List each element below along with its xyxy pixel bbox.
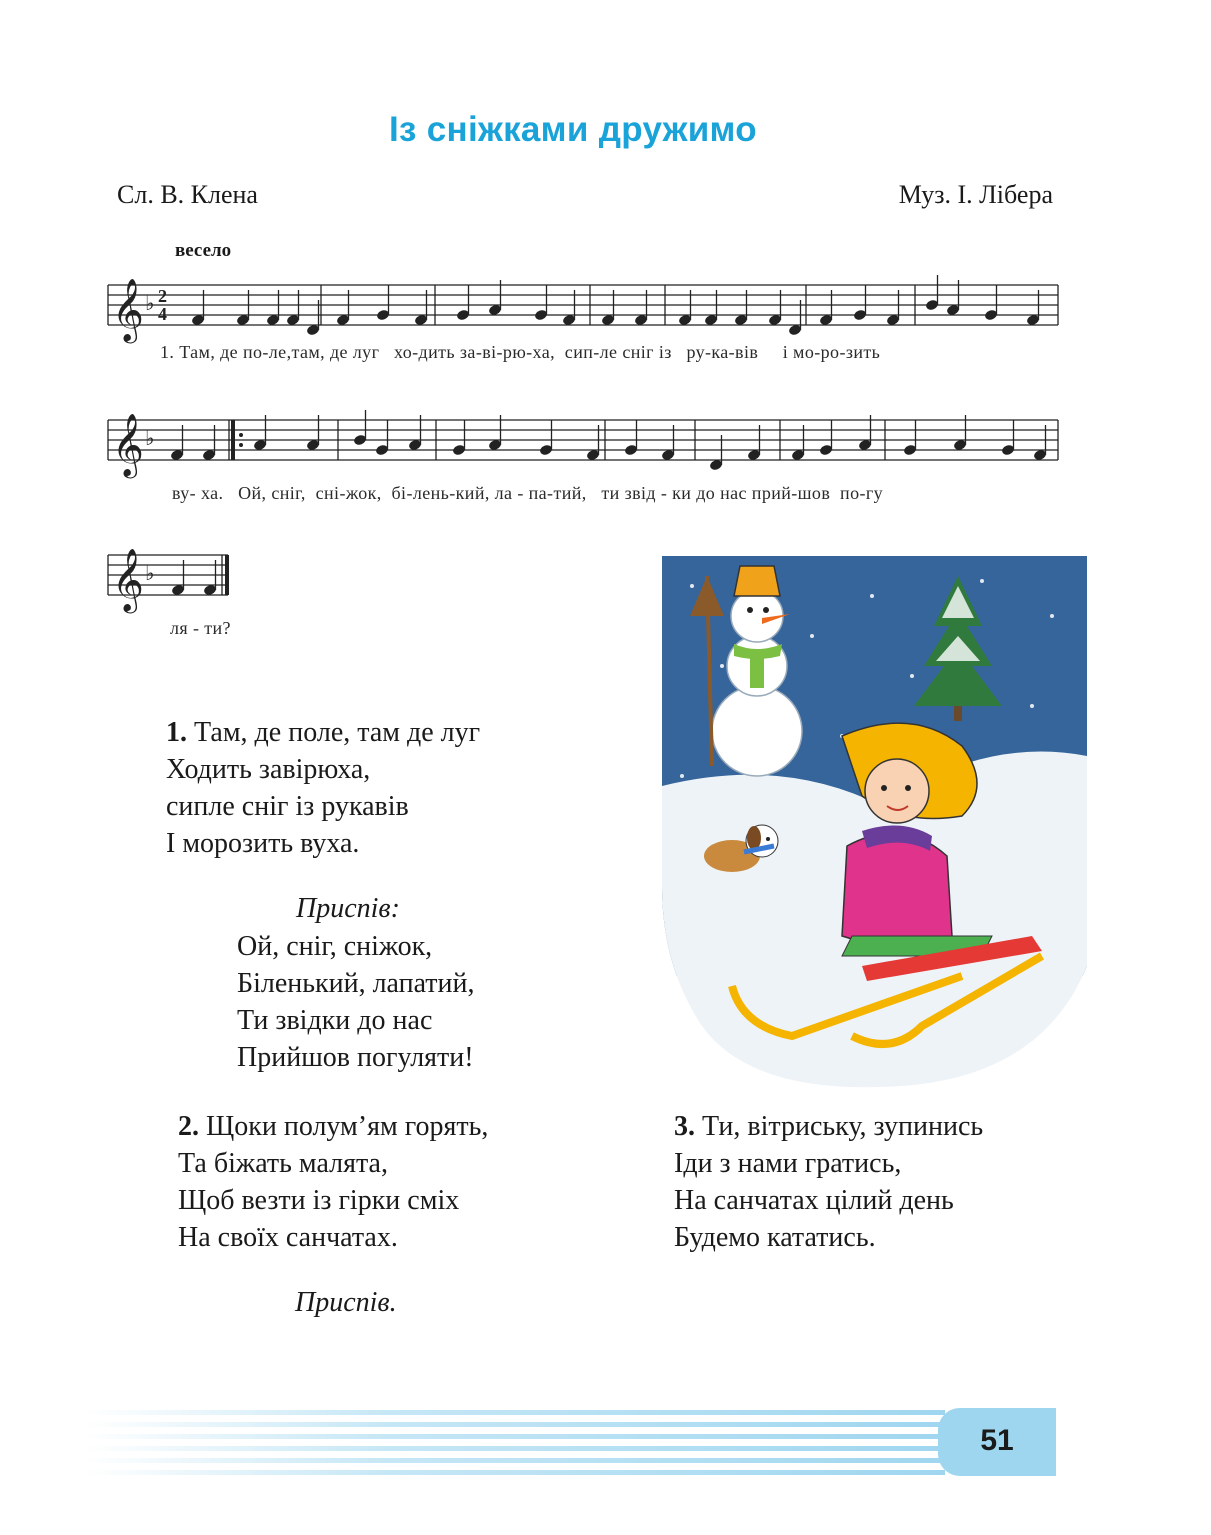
refrain-line: Ой, сніг, сніжок, [237, 931, 433, 962]
page-number: 51 [980, 1424, 1014, 1457]
score-lyrics-line-2: ву- ха. Ой, сніг, сні-жок, бі-лень-кий, ла - па-тий, ти звід - ки до нас прий-шов по-гу [172, 483, 884, 503]
footer-stripes [85, 1408, 945, 1476]
verse-line: Ходить завірюха, [166, 754, 371, 785]
verse-2 [178, 1108, 488, 1256]
refrain-line: Прийшов погуляти! [237, 1042, 474, 1073]
composer-credit: Муз. І. Лібера [898, 180, 1053, 209]
verse-line: Та біжать малята, [178, 1148, 388, 1179]
svg-text:♭: ♭ [145, 563, 155, 585]
verse-1 [166, 714, 480, 862]
refrain [237, 928, 475, 1076]
verse-number: 1. [166, 717, 187, 748]
lyricist-credit: Сл. В. Клена [117, 180, 258, 209]
verse-number: 3. [674, 1111, 695, 1142]
verse-line: Ти, вітриську, зупинись [702, 1111, 984, 1142]
tempo-marking: весело [175, 240, 232, 261]
refrain-line: Біленький, лапатий, [237, 968, 475, 999]
verse-line: Щоки полум’ям горять, [206, 1111, 489, 1142]
winter-illustration [662, 556, 1087, 1091]
verse-line: На санчатах цілий день [674, 1185, 954, 1216]
music-staff-1 [0, 270, 1211, 350]
svg-text:♭: ♭ [145, 293, 155, 315]
music-staff-3 [0, 540, 260, 620]
svg-text:4: 4 [158, 304, 167, 324]
refrain-line: Ти звідки до нас [237, 1005, 433, 1036]
music-staff-2 [0, 405, 1211, 485]
verse-line: Щоб везти із гірки сміх [178, 1185, 460, 1216]
svg-text:𝄞: 𝄞 [112, 413, 144, 476]
verse-line: І морозить вуха. [166, 828, 360, 859]
svg-text:𝄞: 𝄞 [112, 548, 144, 611]
verse-line: Там, де поле, там де луг [194, 717, 481, 748]
verse-number: 2. [178, 1111, 199, 1142]
refrain-label: Приспів: [296, 893, 400, 924]
verse-3 [674, 1108, 983, 1256]
refrain-reference: Приспів. [295, 1287, 397, 1318]
svg-text:2: 2 [158, 286, 167, 306]
verse-line: сипле сніг із рукавів [166, 791, 409, 822]
song-title: Із сніжками дружимо [389, 110, 757, 149]
svg-text:♭: ♭ [145, 428, 155, 450]
verse-line: Будемо кататись. [674, 1222, 876, 1253]
score-lyrics-line-3: ля - ти? [170, 618, 231, 638]
svg-text:𝄞: 𝄞 [112, 278, 144, 341]
verse-line: Іди з нами гратись, [674, 1148, 902, 1179]
verse-line: На своїх санчатах. [178, 1222, 398, 1253]
score-lyrics-line-1: 1. Там, де по-ле,там, де луг хо-дить за-ві-рю-ха, сип-ле сніг із ру-ка-вів і мо-ро-зить [160, 342, 881, 362]
